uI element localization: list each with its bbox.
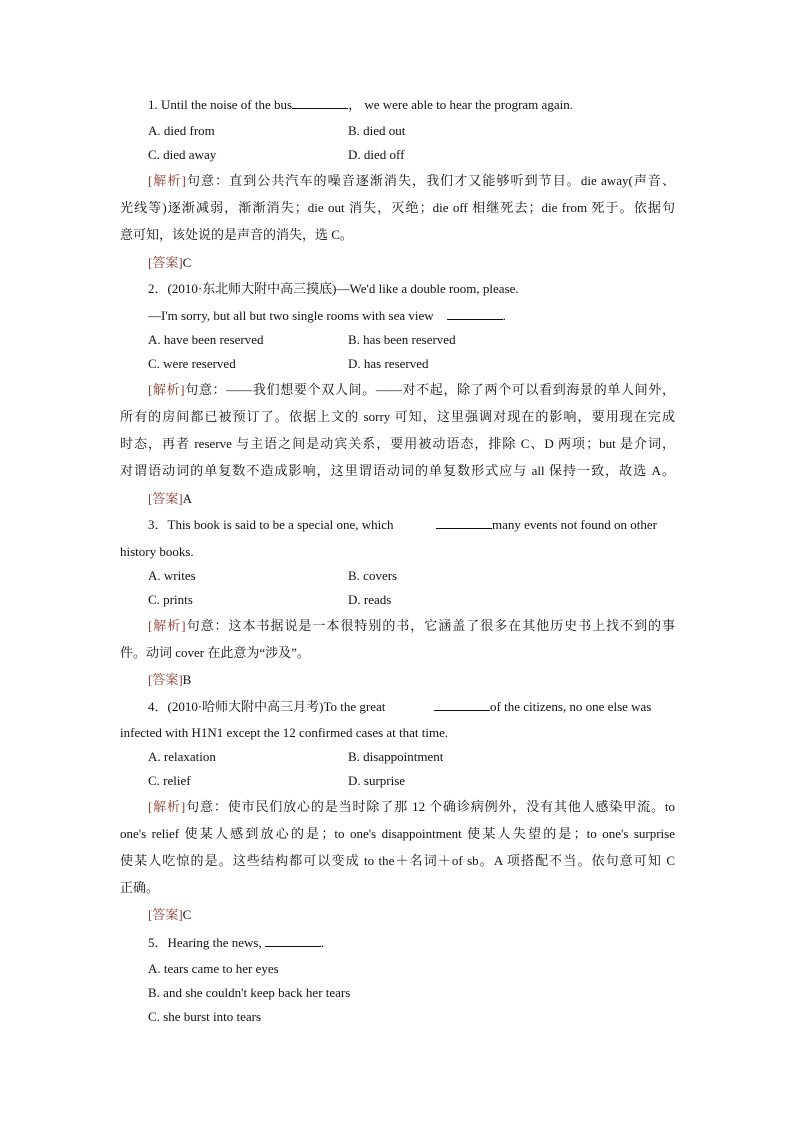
analysis-line: 意可知，该处说的是声音的消失，选 C。 — [120, 227, 353, 242]
question-2-stem: 2．(2010·东北师大附中高三摸底)—We'd like a double room, please. — [148, 281, 519, 296]
analysis-line: 使某人吃惊的是。这些结构都可以变成 to the＋名词＋of sb。A 项搭配不当。依句意可知 C — [120, 853, 675, 868]
answer-tag: [答案] — [148, 255, 183, 270]
option-b: B. has been reserved — [348, 332, 456, 347]
answer-line: [答案]C — [148, 907, 192, 922]
option-a: A. relaxation — [148, 749, 216, 764]
analysis-line: one's relief 使某人感到放心的是；to one's disappointment 使某人失望的是；to one's surprise — [120, 826, 675, 841]
answer-line: [答案]C — [148, 255, 192, 270]
analysis-tag: [解析] — [148, 173, 186, 188]
analysis-line: [解析]句意：这本书据说是一本很特别的书，它涵盖了很多在其他历史书上找不到的事 — [148, 618, 675, 633]
question-5-stem: 5．Hearing the news, . — [148, 935, 325, 950]
option-c: C. relief — [148, 773, 191, 788]
analysis-line: 对谓语动词的单复数不造成影响，这里谓语动词的单复数形式应与 all 保持一致，故选 A。 — [120, 463, 675, 478]
question-1-stem: 1. Until the noise of the bus ， we were able to hear the program again. — [148, 97, 573, 112]
option-a: A. writes — [148, 568, 196, 583]
option-a: A. tears came to her eyes — [148, 961, 279, 976]
question-3-stem: 3．This book is said to be a special one, which many events not found on other — [148, 517, 657, 532]
option-a: A. died from — [148, 123, 215, 138]
option-d: D. has reserved — [348, 356, 429, 371]
option-c: C. were reserved — [148, 356, 236, 371]
analysis-line: [解析]句意：使市民们放心的是当时除了那 12 个确诊病例外，没有其他人感染甲流。to — [148, 799, 675, 814]
question-2-reply: —I'm sorry, but all but two single rooms with sea view . — [148, 308, 506, 323]
answer-blank — [447, 308, 503, 320]
analysis-line: 时态，再者 reserve 与主语之间是动宾关系，要用被动语态，排除 C、D 两项；but 是介词， — [120, 436, 675, 451]
analysis-line: 光线等)逐渐减弱，渐渐消失；die out 消失，灭绝；die off 相继死去；die from 死于。依据句 — [120, 200, 675, 215]
analysis-tag: [解析] — [148, 618, 186, 633]
answer-line: [答案]A — [148, 491, 193, 506]
analysis-line: 所有的房间都已被预订了。依据上文的 sorry 可知，这里强调对现在的影响，要用现在完成 — [120, 409, 675, 424]
option-c: C. died away — [148, 147, 217, 162]
answer-blank — [265, 935, 321, 947]
option-d: D. surprise — [348, 773, 406, 788]
analysis-tag: [解析] — [148, 799, 186, 814]
option-b: B. died out — [348, 123, 406, 138]
analysis-line: 正确。 — [120, 880, 160, 895]
analysis-line: [解析]句意：——我们想要个双人间。——对不起，除了两个可以看到海景的单人间外， — [148, 382, 675, 397]
analysis-line: 件。动词 cover 在此意为“涉及”。 — [120, 645, 310, 660]
option-d: D. reads — [348, 592, 392, 607]
question-4-stem: 4．(2010·哈师大附中高三月考)To the great of the citizens, no one else was — [148, 699, 652, 714]
option-b: B. covers — [348, 568, 398, 583]
option-b: B. disappointment — [348, 749, 444, 764]
question-3-stem-continued: history books. — [120, 544, 194, 559]
answer-tag: [答案] — [148, 672, 183, 687]
question-4-stem-continued: infected with H1N1 except the 12 confirmed cases at that time. — [120, 725, 449, 740]
answer-line: [答案]B — [148, 672, 192, 687]
analysis-line: [解析]句意：直到公共汽车的噪音逐渐消失，我们才又能够听到节目。die away(声音、 — [148, 173, 675, 188]
answer-blank — [434, 699, 490, 711]
option-c: C. she burst into tears — [148, 1009, 262, 1024]
answer-tag: [答案] — [148, 491, 183, 506]
answer-blank — [292, 97, 348, 109]
answer-tag: [答案] — [148, 907, 183, 922]
answer-blank — [436, 517, 492, 529]
analysis-tag: [解析] — [148, 382, 185, 397]
option-d: D. died off — [348, 147, 405, 162]
option-a: A. have been reserved — [148, 332, 264, 347]
option-b: B. and she couldn't keep back her tears — [148, 985, 351, 1000]
option-c: C. prints — [148, 592, 193, 607]
